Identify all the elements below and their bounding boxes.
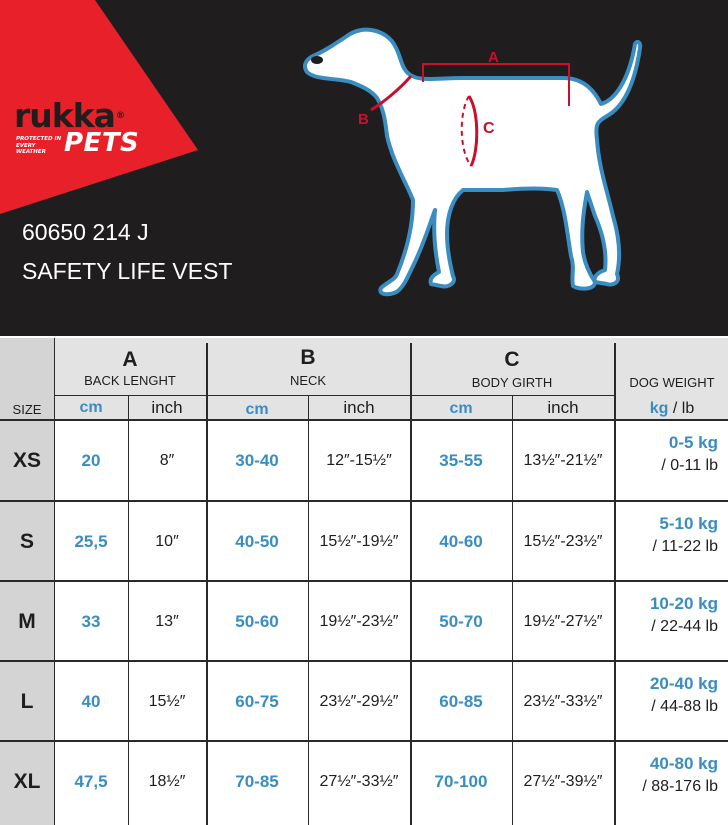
group-b-title: NECK — [289, 372, 327, 388]
back-length-inch: 10″ — [155, 533, 179, 550]
body-girth-cm: 50-70 — [439, 612, 483, 631]
neck-cm: 40-50 — [235, 532, 279, 551]
product-code: 60650 214 J — [22, 219, 149, 245]
body-girth-inch: 19½″-27½″ — [523, 613, 603, 630]
group-c-title: BODY GIRTH — [471, 374, 553, 390]
neck-cm: 60-75 — [235, 692, 279, 711]
dog-weight-kg: 5-10 kg — [659, 514, 718, 533]
group-b-inch-header: inch — [343, 397, 375, 417]
back-length-cm: 40 — [81, 692, 101, 711]
dog-weight-kg: 0-5 kg — [668, 433, 718, 452]
group-b-cm-header: cm — [245, 400, 269, 418]
neck-inch: 19½″-23½″ — [319, 613, 399, 630]
dog-weight-kg: 10-20 kg — [649, 594, 718, 613]
dog-weight-lb: / 44-88 lb — [651, 698, 718, 715]
neck-inch: 23½″-29½″ — [319, 693, 399, 710]
back-length-inch: 15½″ — [148, 693, 186, 710]
size-label: M — [18, 610, 36, 633]
neck-cm: 50-60 — [235, 612, 279, 631]
label-c: C — [483, 120, 495, 137]
weight-unit-header — [616, 397, 728, 420]
weight-lb-unit: / lb — [668, 399, 695, 417]
group-a-title: BACK LENGHT — [84, 372, 176, 388]
dog-weight-lb: / 22-44 lb — [651, 618, 718, 635]
back-length-cm: 20 — [81, 451, 101, 470]
label-b: B — [358, 111, 369, 128]
dog-weight — [616, 674, 728, 742]
neck-cm: 30-40 — [235, 451, 279, 470]
body-girth-cm: 70-100 — [434, 772, 488, 791]
back-length-inch: 18½″ — [148, 773, 186, 790]
dog-weight — [616, 514, 728, 582]
group-a-letter: A — [122, 348, 138, 371]
neck-inch: 27½″-33½″ — [319, 773, 399, 790]
size-chart-table — [0, 338, 728, 825]
dog-weight — [616, 433, 728, 501]
dog-weight-kg: 40-80 kg — [649, 754, 718, 773]
registered-mark: ® — [115, 111, 124, 121]
back-length-inch: 13″ — [155, 613, 179, 630]
dog-weight — [616, 594, 728, 662]
header-banner — [0, 0, 728, 336]
group-b-letter: B — [300, 346, 316, 369]
body-girth-inch: 13½″-21½″ — [523, 452, 603, 469]
neck-inch: 12″-15½″ — [326, 452, 392, 469]
body-girth-inch: 27½″-39½″ — [523, 773, 603, 790]
neck-inch: 15½″-19½″ — [319, 533, 399, 550]
back-length-cm: 33 — [81, 612, 101, 631]
weight-title: DOG WEIGHT — [629, 374, 715, 390]
size-label: XS — [12, 449, 41, 472]
product-name: SAFETY LIFE VEST — [22, 258, 233, 284]
back-length-inch: 8″ — [159, 452, 175, 469]
group-a-inch-header: inch — [151, 397, 183, 417]
brand-logo — [14, 96, 140, 158]
group-c-letter: C — [504, 348, 520, 371]
size-label: XL — [13, 770, 41, 793]
size-label: S — [19, 530, 34, 553]
body-girth-cm: 60-85 — [439, 692, 483, 711]
dog-weight-lb: / 11-22 lb — [652, 538, 718, 555]
size-label: L — [20, 690, 34, 713]
brand-tagline: PROTECTED IN EVERY WEATHER — [16, 136, 62, 155]
body-girth-inch: 15½″-23½″ — [523, 533, 603, 550]
body-girth-cm: 40-60 — [439, 532, 483, 551]
back-length-cm: 47,5 — [74, 772, 108, 791]
dog-weight-kg: 20-40 kg — [649, 674, 718, 693]
body-girth-inch: 23½″-33½″ — [523, 693, 603, 710]
dog-weight — [616, 754, 728, 822]
size-header: SIZE — [12, 401, 42, 417]
weight-kg-unit: kg — [649, 399, 669, 417]
dog-weight-lb: / 0-11 lb — [661, 457, 718, 474]
group-c-cm-header: cm — [449, 399, 473, 417]
neck-cm: 70-85 — [235, 772, 279, 791]
group-c-inch-header: inch — [547, 397, 579, 417]
group-a-cm-header: cm — [79, 398, 103, 416]
brand-sub: PETS — [64, 128, 140, 158]
label-a: A — [488, 49, 499, 66]
brand-name: rukka — [14, 96, 115, 135]
body-girth-cm: 35-55 — [439, 451, 483, 470]
dog-measurement-diagram — [295, 20, 655, 320]
dog-weight-lb: / 88-176 lb — [642, 778, 718, 795]
back-length-cm: 25,5 — [74, 532, 108, 551]
